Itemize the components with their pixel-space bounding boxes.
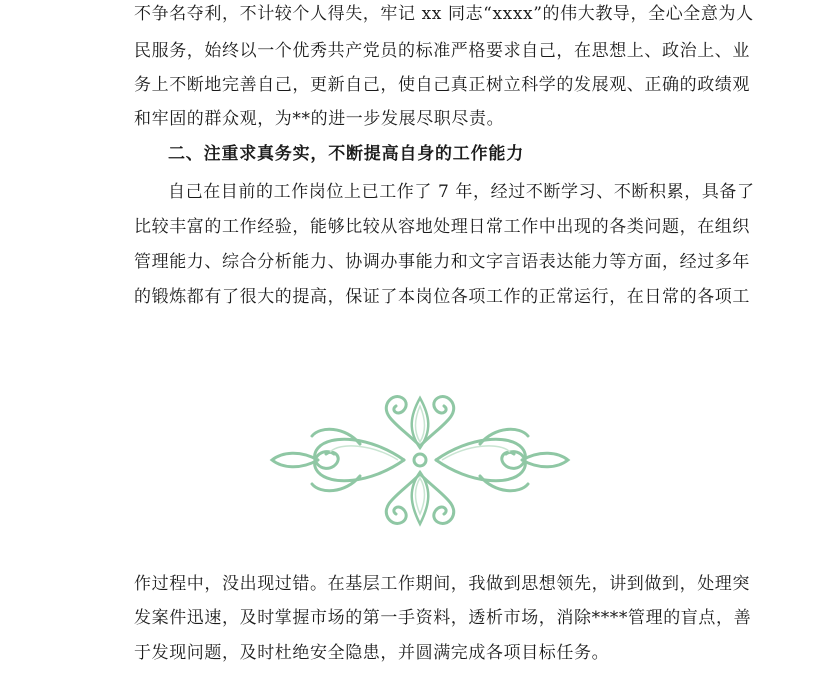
paragraph-line: 于发现问题，及时杜绝安全隐患，并圆满完成各项目标任务。: [134, 643, 610, 663]
scroll-divider-ornament-icon: [0, 386, 840, 536]
paragraph-line: 自己在目前的工作岗位上已工作了 7 年，经过不断学习、不断积累，具备了: [168, 182, 755, 202]
paragraph-line: 不争名夺利，不计较个人得失，牢记 xx 同志“xxxx”的伟大教导，全心全意为人: [134, 4, 754, 24]
paragraph-line: 和牢固的群众观，为**的进一步发展尽职尽责。: [134, 109, 505, 129]
paragraph-line: 务上不断地完善自己，更新自己，使自己真正树立科学的发展观、正确的政绩观: [134, 75, 750, 95]
paragraph-line: 发案件迅速，及时掌握市场的第一手资料，透析市场，消除****管理的盲点，善: [134, 608, 752, 628]
paragraph-line: 管理能力、综合分析能力、协调办事能力和文字言语表达能力等方面，经过多年: [134, 252, 750, 272]
paragraph-line: 的锻炼都有了很大的提高，保证了本岗位各项工作的正常运行，在日常的各项工: [134, 287, 750, 307]
paragraph-line: 作过程中，没出现过错。在基层工作期间，我做到思想领先，讲到做到，处理突: [134, 574, 750, 594]
paragraph-line: 比较丰富的工作经验，能够比较从容地处理日常工作中出现的各类问题，在组织: [134, 217, 750, 237]
section-heading: 二、注重求真务实，不断提高自身的工作能力: [168, 144, 524, 164]
paragraph-line: 民服务，始终以一个优秀共产党员的标准严格要求自己，在思想上、政治上、业: [134, 41, 750, 61]
